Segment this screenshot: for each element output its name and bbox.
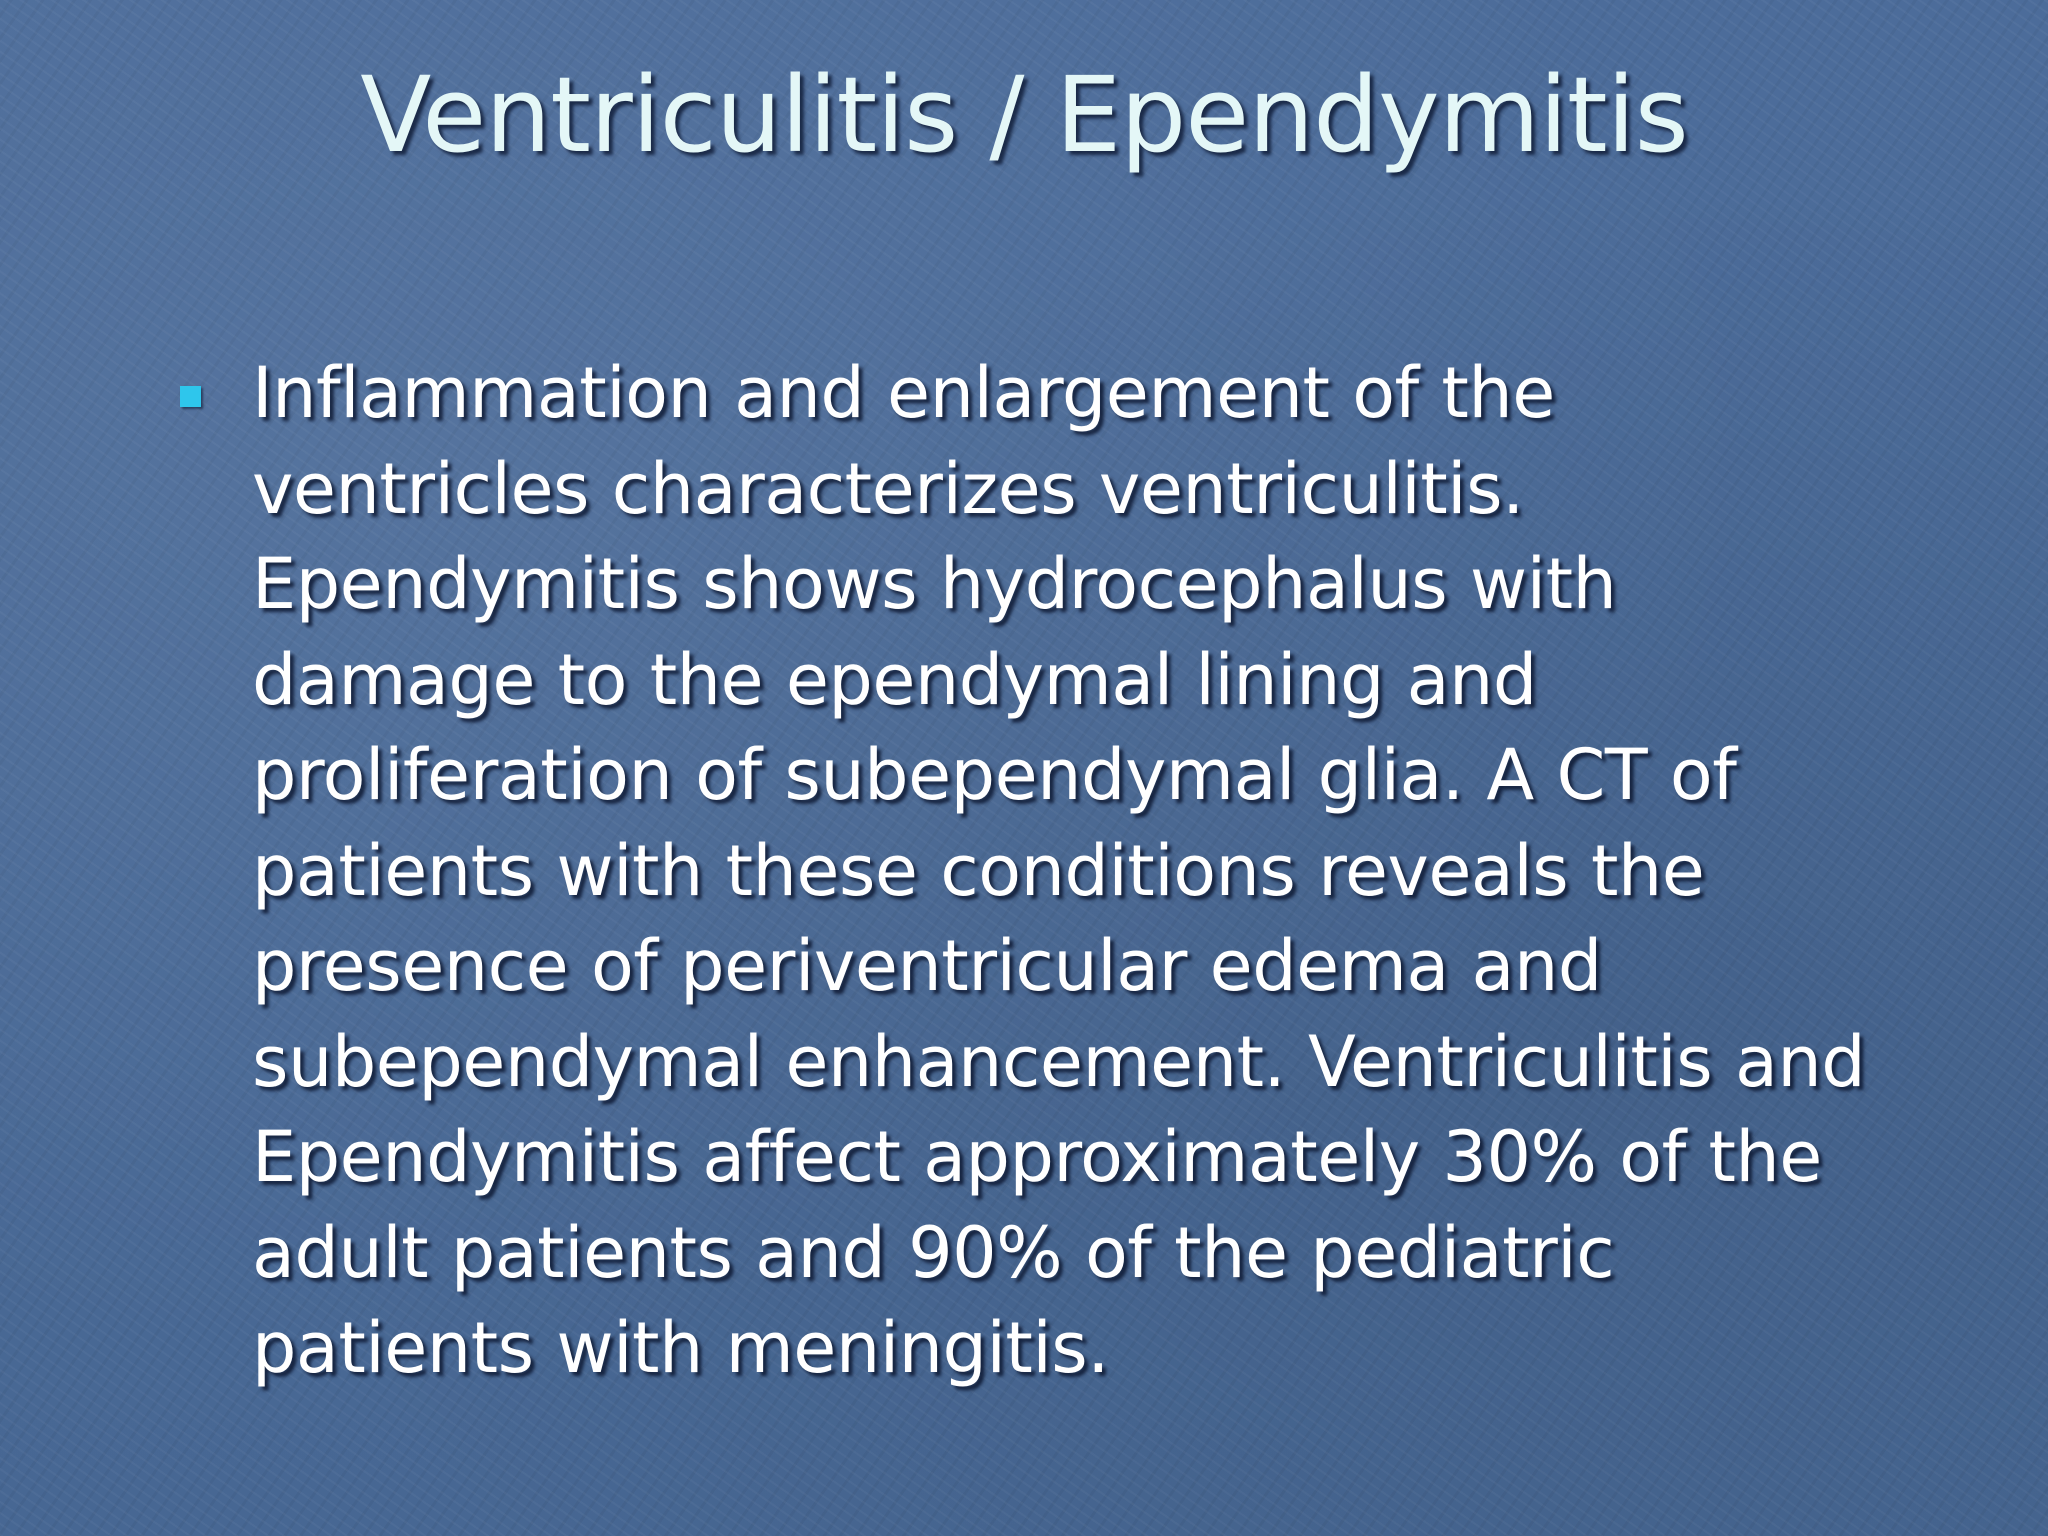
square-bullet-icon: [180, 386, 201, 407]
bullet-item: [176, 346, 1896, 1397]
bullet-list: [176, 346, 1896, 1397]
bullet-text: Inflammation and enlargement of the ventricles characterizes ventriculitis. Ependymitis shows hydrocephalus with damage to the ependymal lining and proliferation of subependymal glia. A CT of patients with these conditions reveals the presence of periventricular edema and subependymal enhancement. Ventriculitis and Ependymitis affect approximately 30% of the adult patients and 90% of the pediatric patients with meningitis.: [252, 352, 1866, 1389]
slide-title: Ventriculitis / Ependymitis: [360, 54, 1688, 176]
